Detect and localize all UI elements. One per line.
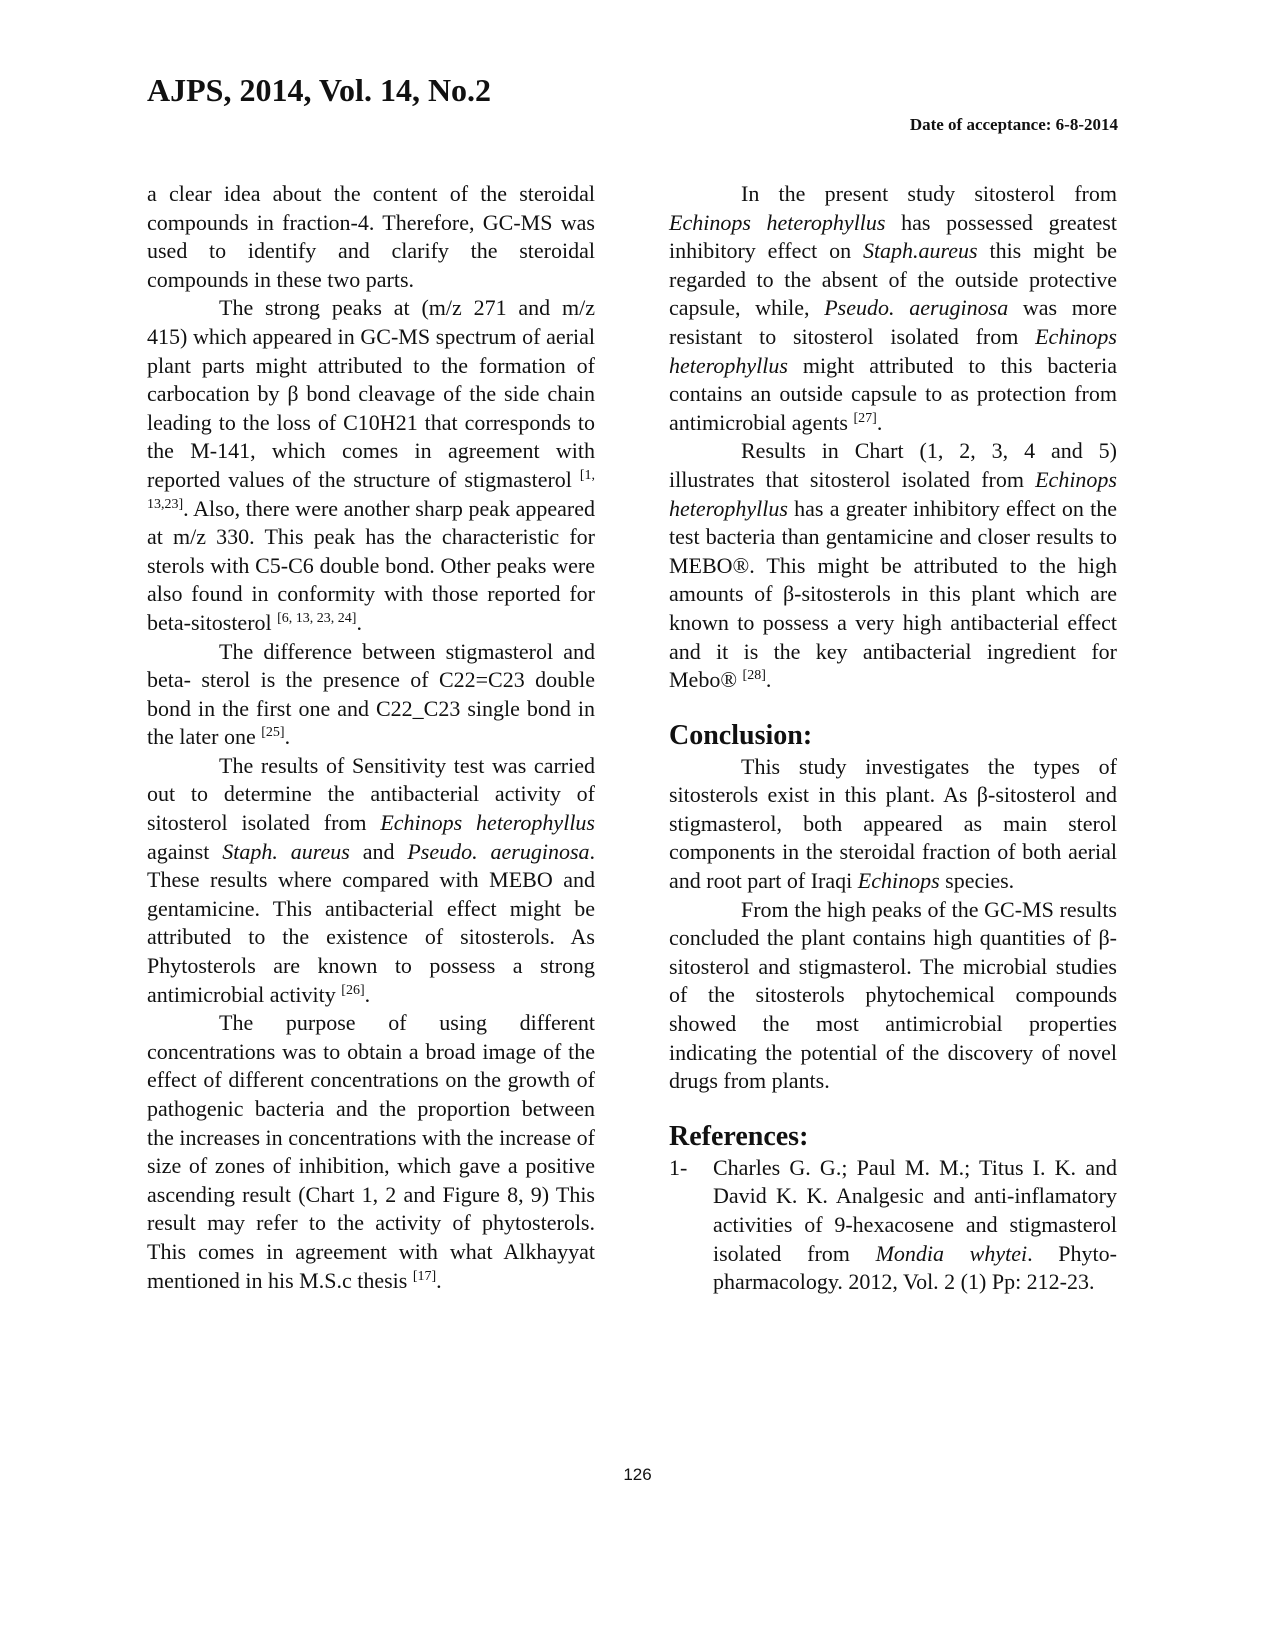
paragraph: Results in Chart (1, 2, 3, 4 and 5) illustrates that sitosterol isolated from Echinops heterophyllus has a greater inhibitory effect on the test bacteria than gentamicine and closer results to MEBO®. This might be attributed to the high amounts of β-sitosterols in this plant which are known to possess a very high antibacterial effect and it is the key antibacterial ingredient for Mebo® [28]. xyxy=(669,438,1117,693)
acceptance-date: Date of acceptance: 6-8-2014 xyxy=(909,115,1118,134)
right-column xyxy=(669,180,1117,1297)
citation: [28] xyxy=(742,668,766,684)
citation: [27] xyxy=(853,410,877,426)
paragraph: The difference between stigmasterol and beta- sterol is the presence of C22=C23 double bond in the first one and C22_C23 single bond in the later one [25]. xyxy=(147,638,595,750)
citation: [17] xyxy=(412,1268,437,1284)
reference-item xyxy=(669,1154,1117,1297)
paragraph: From the high peaks of the GC-MS results concluded the plant contains high quantities of β-sitosterol and stigmasterol. The microbial studies of the sitosterols phytochemical compounds showed the most antimicrobial properties indicating the potential of the discovery of novel drugs from plants. xyxy=(669,896,1117,1094)
reference-text: Charles G. G.; Paul M. M.; Titus I. K. and David K. K. Analgesic and anti-inflamatory activities of 9-hexacosene and stigmasterol isolated from Mondia whytei. Phyto-pharmacology. 2012, Vol. 2 (1) Pp: 212-23. xyxy=(713,1154,1117,1295)
references-heading: References: xyxy=(669,1120,809,1152)
paragraph: This study investigates the types of sitosterols exist in this plant. As β-sitosterol and stigmasterol, both appeared as main sterol components in the steroidal fraction of both aerial and root part of Iraqi Echinops species. xyxy=(669,753,1117,894)
citation: [1, 13,23] xyxy=(147,467,595,512)
paragraph: a clear idea about the content of the steroidal compounds in fraction-4. Therefore, GC-MS was used to identify and clarify the steroidal compounds in these two parts. xyxy=(147,181,595,292)
paragraph: The purpose of using different concentrations was to obtain a broad image of the effect of different concentrations on the growth of pathogenic bacteria and the proportion between the increases in concentrations with the increase of size of zones of inhibition, which gave a positive ascending result (Chart 1, 2 and Figure 8, 9) This result may refer to the activity of phytosterols. This comes in agreement with what Alkhayyat mentioned in his M.S.c thesis [17]. xyxy=(147,1010,595,1293)
paragraph: The results of Sensitivity test was carried out to determine the antibacterial activity of sitosterol isolated from Echinops heterophyllus against Staph. aureus and Pseudo. aeruginosa. These results where compared with MEBO and gentamicine. This antibacterial effect might be attributed to the existence of sitosterols. As Phytosterols are known to possess a strong antimicrobial activity [26]. xyxy=(147,752,595,1007)
paragraph: The strong peaks at (m/z 271 and m/z 415) which appeared in GC-MS spectrum of aerial plant parts might attributed to the formation of carbocation by β bond cleavage of the side chain leading to the loss of C10H21 that corresponds to the M-141, which comes in agreement with reported values of the structure of stigmasterol [1, 13,23]. Also, there were another sharp peak appeared at m/z 330. This peak has the characteristic for sterols with C5-C6 double bond. Other peaks were also found in conformity with those reported for beta-sitosterol [6, 13, 23, 24]. xyxy=(147,295,595,635)
citation: [25] xyxy=(261,725,285,741)
reference-list xyxy=(669,1154,1117,1297)
left-column xyxy=(147,180,595,1295)
page-number: 126 xyxy=(623,1465,652,1484)
conclusion-heading: Conclusion: xyxy=(669,719,813,751)
paragraph: In the present study sitosterol from Echinops heterophyllus has possessed greatest inhibitory effect on Staph.aureus this might be regarded to the absent of the outside protective capsule, while, Pseudo. aeruginosa was more resistant to sitosterol isolated from Echinops heterophyllus might attributed to this bacteria contains an outside capsule to as protection from antimicrobial agents [27]. xyxy=(669,181,1118,435)
citation: [26] xyxy=(341,982,365,998)
reference-number: 1- xyxy=(669,1154,688,1180)
citation: [6, 13, 23, 24] xyxy=(277,610,357,626)
journal-title: AJPS, 2014, Vol. 14, No.2 xyxy=(147,72,492,108)
